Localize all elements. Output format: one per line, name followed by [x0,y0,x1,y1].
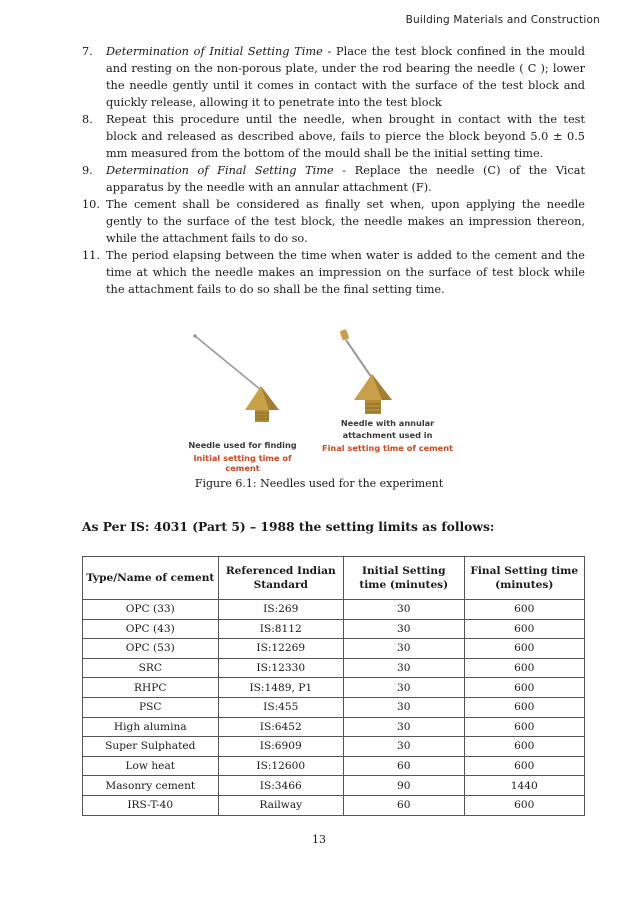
table-row [83,658,585,678]
step-item [82,196,585,247]
step-text: Repeat this procedure until the needle, when brought in contact with the test block and released as described above, fails to pierce the block beyond 5.0 ± 0.5 mm measured from the bottom of the mould shall be the initial setting time. [106,113,585,160]
table-cell: 600 [464,756,585,776]
table-cell: IS:455 [218,697,344,717]
setting-limits-table [82,556,585,816]
initial-needle-label-red: Initial setting time of cement [193,453,292,473]
step-heading: Determination of Final Setting Time [106,164,334,177]
table-cell: IS:6909 [218,737,344,757]
table-row [83,639,585,659]
initial-needle-label: Needle used for finding [188,440,297,450]
table-cell: 90 [344,776,464,796]
table-cell: 600 [464,639,585,659]
table-cell: Masonry cement [83,776,219,796]
table-cell: IS:12330 [218,658,344,678]
step-number: 8. [82,113,93,126]
step-item [82,111,585,162]
table-row [83,697,585,717]
table-cell: OPC (33) [83,600,219,620]
table-cell: IS:1489, P1 [218,678,344,698]
step-item [82,247,585,298]
table-cell: 60 [344,795,464,815]
page-number: 13 [312,833,326,846]
table-cell: IS:6452 [218,717,344,737]
step-item [82,162,585,196]
table-cell: IRS-T-40 [83,795,219,815]
table-row [83,776,585,796]
step-heading: Determination of Initial Setting Time [106,45,323,58]
table-cell: PSC [83,697,219,717]
final-needle-label-1: Needle with annular [340,418,435,428]
step-text: The period elapsing between the time when water is added to the cement and the time at which the needle makes an impression on the surface of test block while the attachment fails to do so shall be the final setting time. [106,249,585,296]
column-header: Type/Name of cement [83,557,219,600]
table-cell: SRC [83,658,219,678]
table-cell: IS:8112 [218,619,344,639]
step-text: The cement shall be considered as finally set when, upon applying the needle gently to the surface of the test block, the needle makes an impression thereon, while the attachment fails to do so. [106,198,585,245]
step-number: 9. [82,164,93,177]
table-cell: 1440 [464,776,585,796]
table-cell: IS:12269 [218,639,344,659]
table-row [83,795,585,815]
step-text: - Place the test block confined in the mould and resting on the non-porous plate, under the rod bearing the needle ( C ); lower the needle gently until it comes in contact with the surface of the test block and quickly release, allowing it to penetrate into the test block [106,45,585,109]
procedure-steps [82,43,585,298]
final-needle-label-red: Final setting time of cement [322,443,453,453]
table-cell: 600 [464,697,585,717]
table-cell: 600 [464,678,585,698]
table-cell: Railway [218,795,344,815]
table-cell: 30 [344,639,464,659]
table-cell: RHPC [83,678,219,698]
table-cell: Low heat [83,756,219,776]
running-header: Building Materials and Construction [405,14,600,26]
table-cell: IS:3466 [218,776,344,796]
table-row [83,678,585,698]
table-cell: 600 [464,658,585,678]
table-cell: 30 [344,600,464,620]
final-needle-label-2: attachment used in [342,430,433,440]
section-heading: As Per IS: 4031 (Part 5) – 1988 the setting limits as follows: [82,519,495,534]
table-cell: OPC (43) [83,619,219,639]
table-cell: 600 [464,600,585,620]
table-row [83,619,585,639]
step-number: 10. [82,198,100,211]
table-cell: 600 [464,737,585,757]
column-header: Initial Setting time (minutes) [344,557,464,600]
table-cell: Super Sulphated [83,737,219,757]
table-cell: 600 [464,717,585,737]
step-text: - Replace the needle (C) of the Vicat apparatus by the needle with an annular attachment (F). [106,164,585,194]
table-cell: 30 [344,678,464,698]
step-item [82,43,585,111]
table-cell: 600 [464,619,585,639]
table-row [83,756,585,776]
table-cell: OPC (53) [83,639,219,659]
final-needle-panel [320,328,460,470]
table-header-row [83,557,585,600]
table-cell: 60 [344,756,464,776]
table-cell: 600 [464,795,585,815]
table-cell: 30 [344,717,464,737]
table-cell: 30 [344,737,464,757]
needles-figure [175,328,460,473]
column-header: Final Setting time (minutes) [464,557,585,600]
table-row [83,717,585,737]
initial-setting-needle-image [175,328,310,433]
table-cell: 30 [344,697,464,717]
table-cell: 30 [344,658,464,678]
table-row [83,737,585,757]
initial-needle-panel [175,328,310,473]
final-setting-needle-image [320,328,460,428]
table-cell: IS:269 [218,600,344,620]
step-number: 11. [82,249,100,262]
table-cell: High alumina [83,717,219,737]
table-row [83,600,585,620]
table-body [83,600,585,816]
step-number: 7. [82,45,93,58]
table-cell: IS:12600 [218,756,344,776]
figure-caption: Figure 6.1: Needles used for the experiment [194,477,444,490]
table-cell: 30 [344,619,464,639]
column-header: Referenced Indian Standard [218,557,344,600]
